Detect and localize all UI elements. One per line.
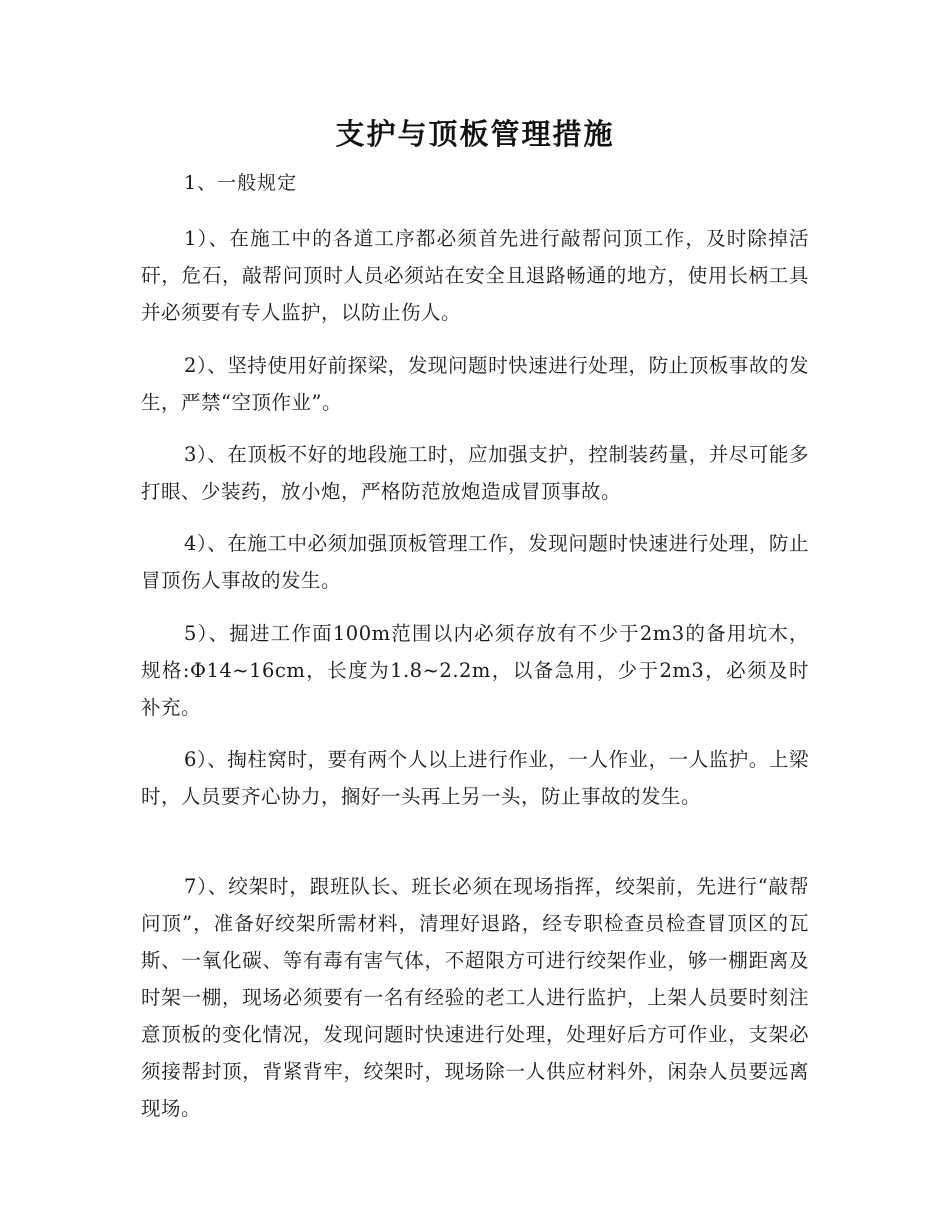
- paragraph-1: 1）、在施工中的各道工序都必须首先进行敲帮问顶工作，及时除掉活矸，危石，敲帮问顶时人员必须站在安全且退路畅通的地方，使用长柄工具并必须要有专人监护，以防止伤人。: [141, 227, 809, 324]
- document-title: 支护与顶板管理措施: [335, 117, 615, 151]
- paragraph-4: 4）、在施工中必须加强顶板管理工作，发现问题时快速进行处理，防止冒顶伤人事故的发生。: [141, 532, 809, 592]
- paragraph-2: 2）、坚持使用好前探梁，发现问题时快速进行处理，防止顶板事故的发生，严禁“空顶作业”。: [141, 354, 809, 414]
- paragraph-6: 6）、掏柱窝时，要有两个人以上进行作业，一人作业，一人监护。上梁时，人员要齐心协力，搁好一头再上另一头，防止事故的发生。: [141, 748, 809, 808]
- section-heading: 1、一般规定: [184, 172, 298, 194]
- paragraph-3: 3）、在顶板不好的地段施工时，应加强支护，控制装药量，并尽可能多打眼、少装药，放小炮，严格防范放炮造成冒顶事故。: [141, 443, 809, 503]
- paragraph-5: 5）、掘进工作面100m范围以内必须存放有不少于2m3的备用坑木，规格:Φ14~16cm，长度为1.8~2.2m，以备急用，少于2m3，必须及时补充。: [141, 622, 809, 719]
- paragraph-7: 7）、绞架时，跟班队长、班长必须在现场指挥，绞架前，先进行“敲帮问顶”，准备好绞架所需材料，清理好退路，经专职检查员检查冒顶区的瓦斯、一氧化碳、等有毒有害气体，不超限方可进行绞架作业，够一棚距离及时架一棚，现场必须要有一名有经验的老工人进行监护，上架人员要时刻注意顶板的变化情况，发现问题时快速进行处理，处理好后方可作业，支架必须接帮封顶，背紧背牢，绞架时，现场除一人供应材料外，闲杂人员要远离现场。: [141, 875, 809, 1120]
